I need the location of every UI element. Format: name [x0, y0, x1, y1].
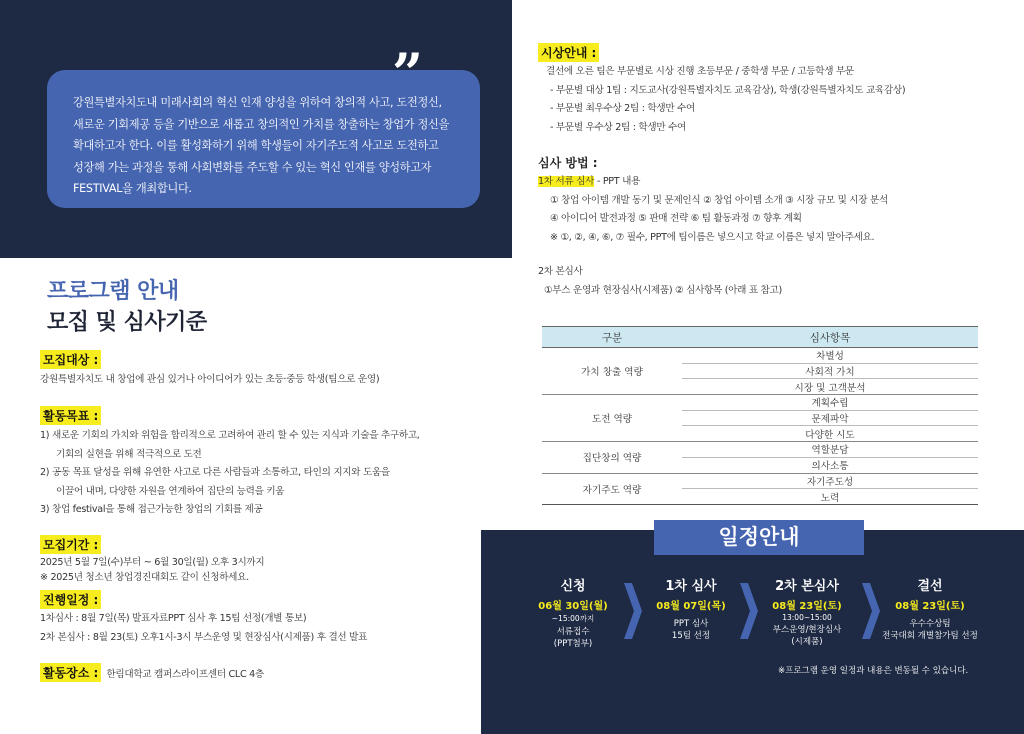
award-section — [538, 42, 905, 137]
goals-section — [40, 405, 420, 520]
table-category: 도전 역량 — [542, 395, 682, 442]
table-item: 역할분담 — [682, 442, 978, 458]
evaluation-table — [542, 326, 978, 505]
period-section — [40, 534, 264, 585]
schedule-note: ※프로그램 운영 일정과 내용은 변동될 수 있습니다. — [778, 666, 969, 676]
step-desc: PPT 심사 15팀 선정 — [671, 619, 711, 641]
award-label: 시상안내 : — [538, 43, 599, 62]
table-row — [542, 395, 978, 411]
quote-icon: ” — [392, 41, 424, 105]
venue-label: 활동장소 : — [40, 663, 101, 682]
recruit-label: 모집대상 : — [40, 350, 101, 369]
venue-text: 한림대학교 캠퍼스라이프센터 CLC 4층 — [106, 669, 264, 680]
step-desc: 우수수상팀 전국대회 개별참가팀 선정 — [882, 619, 978, 641]
recruit-section — [40, 349, 379, 390]
table-item: 문제파악 — [682, 410, 978, 426]
second-review-text: ①부스 운영과 현장심사(시제품) ② 심사항목 (아래 표 참고) — [544, 284, 782, 296]
table-item: 노력 — [682, 489, 978, 505]
table-item: 계획수립 — [682, 395, 978, 411]
table-item: 시장 및 고객분석 — [682, 379, 978, 395]
table-category: 가치 창출 역량 — [542, 348, 682, 395]
first-review-suffix: - PPT 내용 — [594, 176, 641, 187]
period-line: 2025년 5월 7일(수)부터 ~ 6월 30일(월) 오후 3시까지 — [40, 557, 265, 568]
venue-section — [40, 662, 264, 685]
judging-section — [538, 154, 888, 301]
schedule-step-apply — [518, 575, 628, 650]
step-date: 08월 07일(목) — [656, 601, 726, 612]
schedule-title: 일정안내 — [654, 520, 864, 555]
step-name: 2차 본심사 — [775, 579, 839, 594]
step-desc: 서류접수 (PPT첨부) — [553, 627, 593, 649]
progress-line: 1차심사 : 8월 7일(목) 발표자료PPT 심사 후 15팀 선정(개별 통보) — [40, 613, 307, 624]
period-label: 모집기간 : — [40, 535, 101, 554]
award-item: - 부문별 우수상 2팀 : 학생만 수여 — [550, 121, 687, 133]
step-desc: 부스운영/현장심사 (시제품) — [772, 625, 842, 647]
step-time: ~15:00까지 — [551, 614, 595, 623]
step-date: 08월 23일(토) — [772, 601, 842, 612]
goal-line: 기회의 실현을 위해 적극적으로 도전 — [56, 448, 202, 460]
step-date: 08월 23일(토) — [895, 601, 965, 612]
table-category: 자기주도 역량 — [542, 473, 682, 504]
goal-line: 이끌어 내며, 다양한 자원을 연계하여 집단의 능력을 키움 — [56, 485, 285, 497]
step-date: 06월 30일(월) — [538, 601, 608, 612]
award-item: - 부문별 대상 1팀 : 지도교사(강원특별자치도 교육감상), 학생(강원특별자치도 교육감상) — [550, 84, 906, 96]
step-time: 13:00~15:00 — [782, 613, 832, 622]
goal-line: 2) 공동 목표 달성을 위해 유연한 사고로 다른 사람들과 소통하고, 타인의 지지와 도움을 — [40, 467, 390, 479]
first-review — [538, 173, 888, 192]
table-category: 집단창의 역량 — [542, 442, 682, 473]
first-review-item: ④ 아이디어 발전과정 ⑤ 판매 전략 ⑥ 팀 활동과정 ⑦ 향후 계획 — [550, 213, 802, 225]
table-item: 의사소통 — [682, 457, 978, 473]
table-header: 심사항목 — [682, 327, 978, 348]
award-item: - 부문별 최우수상 2팀 : 학생만 수여 — [550, 103, 695, 115]
table-item: 다양한 시도 — [682, 426, 978, 442]
program-subtitle: 모집 및 심사기준 — [47, 310, 207, 335]
step-name: 결선 — [917, 579, 943, 594]
progress-label: 진행일정 : — [40, 590, 101, 609]
schedule-step-second-review — [752, 575, 862, 648]
first-review-label: 1차 서류 심사 — [538, 176, 595, 187]
table-row — [542, 348, 978, 364]
step-name: 신청 — [560, 579, 586, 594]
award-intro: 결선에 오른 팀은 부문별로 시상 진행 초등부문 / 중학생 부문 / 고등학생 부문 — [546, 66, 854, 77]
judging-label: 심사 방법 : — [538, 156, 598, 170]
table-item: 사회적 가치 — [682, 363, 978, 379]
table-item: 차별성 — [682, 348, 978, 364]
table-header: 구분 — [542, 327, 682, 348]
step-name: 1차 심사 — [665, 579, 717, 594]
first-review-item: ① 창업 아이템 개발 동기 및 문제인식 ② 창업 아이템 소개 ③ 시장 규모 및 시장 분석 — [550, 194, 888, 206]
second-review-label: 2차 본심사 — [538, 266, 583, 278]
schedule-step-final — [870, 575, 990, 642]
intro-text: 강원특별자치도내 미래사회의 혁신 인재 양성을 위하여 창의적 사고, 도전정신, 새로운 기회제공 등을 기반으로 새롭고 창의적인 가치를 창출하는 창업가 정신을 확대하고자 한다. 이를 활성화하기 위해 학생들이 자기주도적 사고로 도전하고 성장해 가는 과정을 통해 사회변화를 주도할 수 있는 혁신 인재를 양성하고자 FESTIVAL을 개최합니다. — [73, 96, 450, 195]
period-note: ※ 2025년 청소년 창업경진대회도 같이 신청하세요. — [40, 572, 249, 583]
progress-line: 2차 본심사 : 8월 23(토) 오후1시-3시 부스운영 및 현장심사(시제품) 후 결선 발표 — [40, 631, 368, 643]
goal-line: 1) 새로운 기회의 가치와 위험을 합리적으로 고려하여 관리 할 수 있는 지식과 기술을 추구하고, — [40, 430, 420, 441]
goals-label: 활동목표 : — [40, 406, 101, 425]
first-review-note: ※ ①, ②, ④, ⑥, ⑦ 필수, PPT에 팀이름은 넣으시고 학교 이름은 넣지 말아주세요. — [550, 231, 875, 243]
program-title: 프로그램 안내 — [47, 279, 179, 304]
recruit-text: 강원특별자치도 내 창업에 관심 있거나 아이디어가 있는 초등·중등 학생(팀으로 운영) — [40, 374, 380, 385]
goal-line: 3) 창업 festival을 통해 접근가능한 창업의 기회를 제공 — [40, 504, 263, 516]
table-item: 자기주도성 — [682, 473, 978, 489]
table-row — [542, 473, 978, 489]
progress-section — [40, 589, 367, 647]
table-row — [542, 442, 978, 458]
table-header-row — [542, 327, 978, 348]
schedule-step-first-review — [636, 575, 746, 642]
